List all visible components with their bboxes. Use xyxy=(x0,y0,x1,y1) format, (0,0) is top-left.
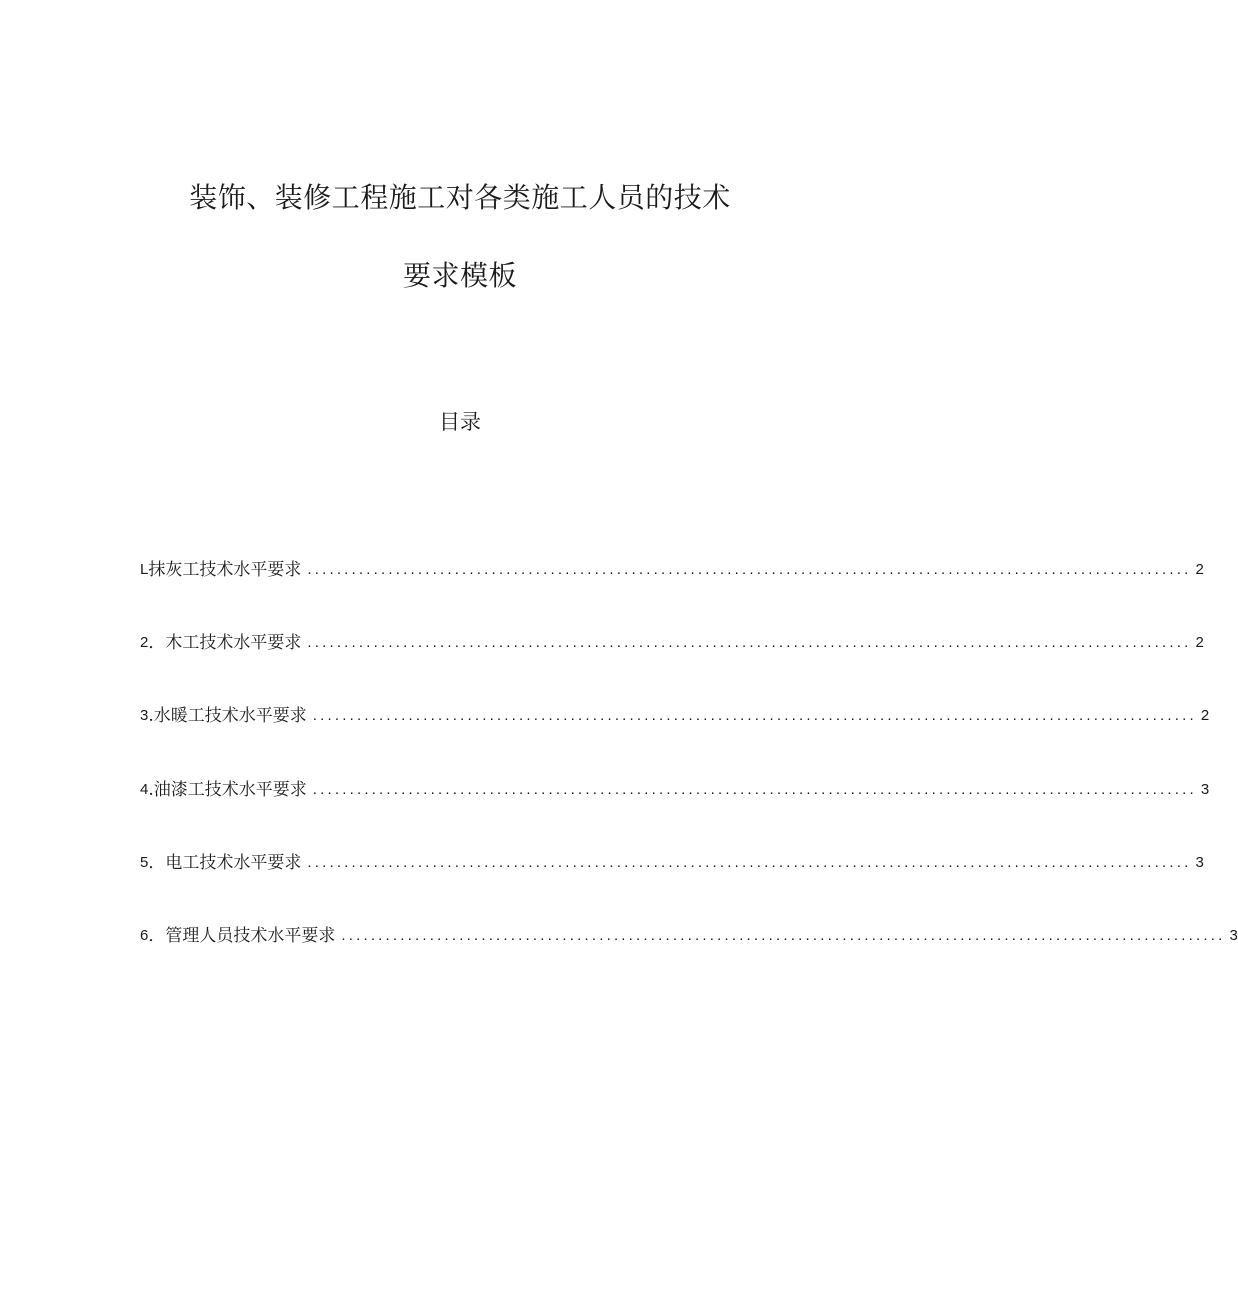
document-title-line-1: 装饰、装修工程施工对各类施工人员的技术 xyxy=(189,181,731,214)
toc-entry-page: 2 xyxy=(1200,707,1210,724)
toc-entry-page: 3 xyxy=(1200,781,1210,798)
toc-entry-title: .油漆工技术水平要求 xyxy=(148,780,307,800)
toc-entry-title: .水暖工技术水平要求 xyxy=(148,706,307,726)
toc-entry-number: 4 xyxy=(140,781,149,798)
toc-entry-title: 抹灰工技术水平要求 xyxy=(148,560,302,580)
toc-entry[interactable] xyxy=(140,703,1210,729)
toc-entry[interactable] xyxy=(140,850,1204,876)
toc-entry-number: 3 xyxy=(140,707,149,724)
toc-dot-leader: ........................................................................................................................ xyxy=(341,927,1226,944)
toc-entry-title: ．电工技术水平要求 xyxy=(148,853,302,873)
toc-entry[interactable] xyxy=(140,557,1204,583)
toc-entry-number: 5 xyxy=(140,854,149,871)
toc-entry-page: 2 xyxy=(1195,561,1204,578)
toc-entry-page: 3 xyxy=(1229,927,1238,944)
toc-dot-leader: ........................................................................................................................ xyxy=(307,854,1192,871)
toc-entry-title: ．木工技术水平要求 xyxy=(148,633,302,653)
document-title-line-2: 要求模板 xyxy=(402,259,517,292)
toc-entry-number: L xyxy=(140,561,149,578)
toc-dot-leader: ........................................................................................................................ xyxy=(307,634,1192,651)
toc-entry-number: 6 xyxy=(140,927,149,944)
toc-entry[interactable] xyxy=(140,923,1238,949)
toc-entry-number: 2 xyxy=(140,634,149,651)
toc-dot-leader: ........................................................................................................................ xyxy=(312,781,1197,798)
toc-heading: 目录 xyxy=(439,410,481,434)
toc-dot-leader: ........................................................................................................................ xyxy=(307,561,1192,578)
toc-entry[interactable] xyxy=(140,630,1204,656)
toc-entry-page: 2 xyxy=(1195,634,1204,651)
toc-dot-leader: ........................................................................................................................ xyxy=(312,707,1197,724)
toc-entry-title: ．管理人员技术水平要求 xyxy=(148,926,336,946)
toc-entry-page: 3 xyxy=(1195,854,1204,871)
toc-entry[interactable] xyxy=(140,777,1210,803)
